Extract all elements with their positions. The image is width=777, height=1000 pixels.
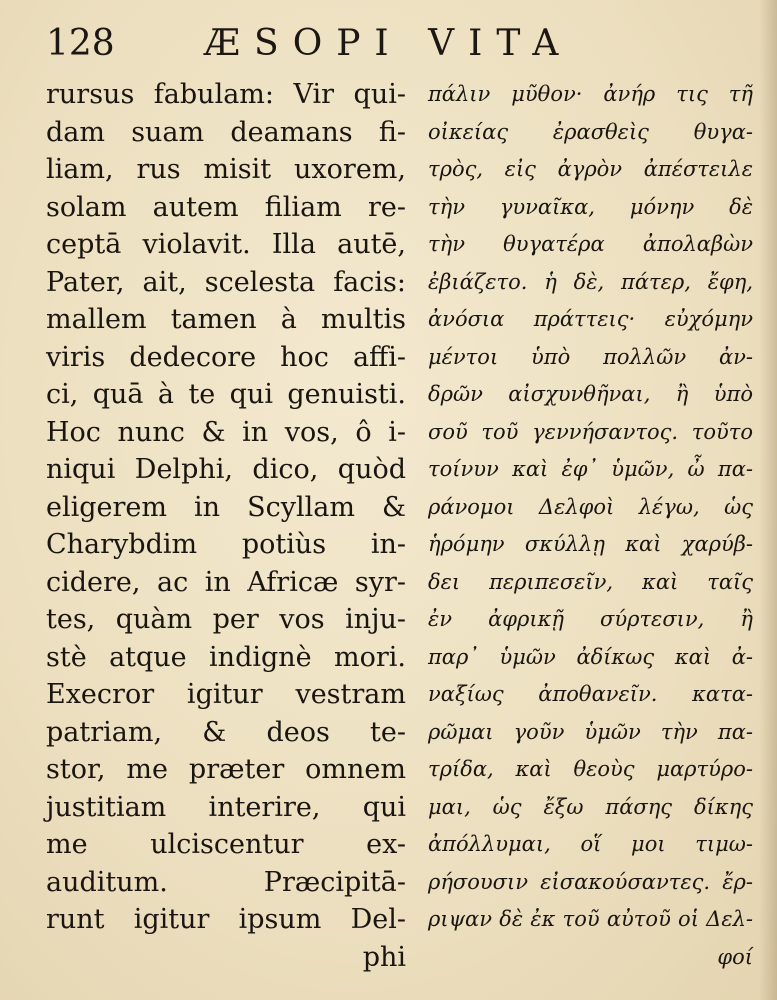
greek-text-line: τοίνυν καὶ ἐφ᾽ ὑμῶν, ὦ πα- [428, 457, 753, 481]
latin-text-line: Pater, ait, scelesta facis: [46, 266, 406, 298]
latin-text-line: auditum. Præcipitā- [46, 866, 406, 898]
greek-text-line: ἐβιάζετο. ἡ δὲ, πάτερ, ἔφη, [428, 269, 753, 294]
greek-text-line: παρ᾽ ὑμῶν ἀδίκως καὶ ἀ- [428, 644, 753, 669]
page-number: 128 [46, 23, 115, 64]
greek-text-line: τρίδα, καὶ θεοὺς μαρτύρο- [428, 757, 753, 781]
latin-text-line: niqui Delphi, dico, quòd [46, 454, 406, 485]
latin-text-line: stè atque indignè mori. [46, 641, 406, 673]
latin-text-line: stor, me præter omnem [46, 754, 406, 785]
latin-text-line: rursus fabulam: Vir qui- [46, 79, 406, 110]
greek-text-column [428, 76, 753, 976]
greek-text-line: σοῦ τοῦ γεννήσαντος. τοῦτο [428, 419, 753, 444]
latin-text-line: justitiam interire, qui [46, 791, 406, 823]
page-edge-shadow [759, 0, 777, 1000]
greek-text-line: ρῶμαι γοῦν ὑμῶν τὴν πα- [428, 719, 753, 744]
latin-text-line: me ulciscentur ex- [46, 829, 406, 860]
latin-text-line: Execror igitur vestram [46, 679, 406, 710]
latin-text-line: tes, quàm per vos inju- [46, 604, 406, 635]
latin-text-line: phi [362, 941, 406, 973]
latin-text-line: eligerem in Scyllam & [46, 491, 406, 523]
greek-text-line: ἐν ἀφρικῇ σύρτεσιν, ἢ [428, 607, 753, 631]
greek-text-line: τὴν θυγατέρα ἀπολαβὼν [428, 232, 753, 256]
greek-text-line: πάλιν μῦθον· ἀνήρ τις τῆ [428, 82, 753, 106]
latin-text-line: liam, rus misit uxorem, [46, 154, 406, 185]
latin-text-line: patriam, & deos te- [46, 716, 406, 748]
greek-text-line: μαι, ὡς ἔξω πάσης δίκης [428, 794, 753, 819]
latin-text-line: mallem tamen à multis [46, 304, 406, 335]
greek-text-line: τὴν γυναῖκα, μόνην δὲ [428, 194, 753, 219]
latin-text-line: dam suam deamans fi- [46, 116, 406, 148]
greek-text-line: ριψαν δὲ ἐκ τοῦ αὐτοῦ οἱ Δελ- [428, 907, 753, 931]
latin-text-line: runt igitur ipsum Del- [46, 904, 406, 935]
greek-text-line: ἡρόμην σκύλλῃ καὶ χαρύβ- [428, 532, 753, 556]
greek-text-line: ἀπόλλυμαι, οἵ μοι τιμω- [428, 832, 753, 856]
greek-text-line: δει περιπεσεῖν, καὶ ταῖς [428, 569, 753, 594]
greek-text-line: φοί [717, 944, 753, 969]
greek-text-line: οἰκείας ἐρασθεὶς θυγα- [428, 119, 753, 144]
greek-text-line: ναξίως ἀποθανεῖν. κατα- [428, 682, 753, 706]
greek-text-line: ρήσουσιν εἰσακούσαντες. ἔρ- [428, 869, 753, 894]
greek-text-line: τρὸς, εἰς ἀγρὸν ἀπέστειλε [428, 157, 753, 181]
latin-text-column [46, 76, 406, 976]
latin-text-line: Charybdim potiùs in- [46, 529, 406, 560]
latin-text-line: cidere, ac in Africæ syr- [46, 566, 406, 598]
greek-text-line: ἀνόσια πράττεις· εὐχόμην [428, 307, 753, 331]
latin-text-line: solam autem filiam re- [46, 191, 406, 223]
greek-text-line: δρῶν αἰσχυνθῆναι, ἢ ὑπὸ [428, 382, 753, 406]
latin-text-line: viris dedecore hoc affi- [46, 341, 406, 373]
greek-text-line: μέντοι ὑπὸ πολλῶν ἀν- [428, 344, 753, 369]
greek-text-line: ράνομοι Δελφοὶ λέγω, ὡς [428, 494, 753, 519]
latin-text-line: ceptā violavit. Illa autē, [46, 229, 406, 260]
latin-text-line: Hoc nunc & in vos, ô i- [46, 416, 406, 448]
running-head [46, 18, 746, 70]
running-title: ÆSOPI VITA [204, 23, 573, 64]
latin-text-line: ci, quā à te qui genuisti. [46, 379, 406, 410]
